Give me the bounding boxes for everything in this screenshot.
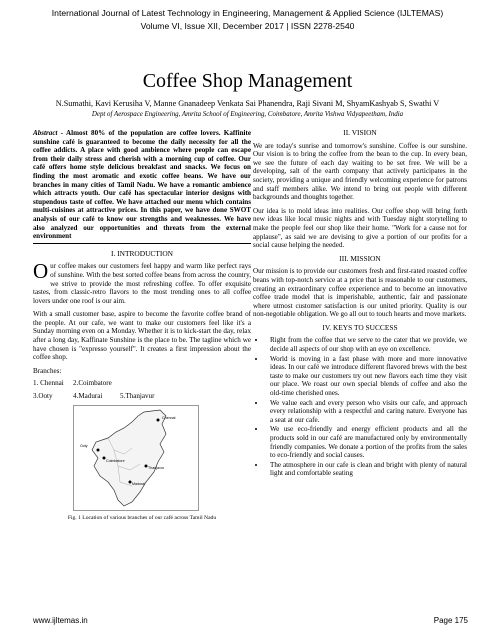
paper-title: Coffee Shop Management: [142, 70, 353, 92]
list-item: • We value each and every person who visits our cafe, and approach every relationship with a respectful and caring nature. Everyone has a seat at our cafe.: [266, 399, 467, 425]
tamil-nadu-map: [73, 405, 199, 511]
map-label: Madurai: [132, 481, 145, 486]
journal-header: [0, 7, 495, 32]
map-graphic: [74, 406, 198, 510]
abstract-label: Abstract -: [33, 129, 64, 137]
right-column: [253, 129, 467, 479]
map-label: Ooty: [80, 443, 88, 448]
figure-caption: Fig. 1 Location of various branches of our café across Tamil Nadu: [67, 514, 217, 521]
vision-paragraph-1: We are today's sunrise and tomorrow's sunshine. Coffee is our sunshine. Our vision is to bring the coffee from the bean to the cup. In every bean, we see the future of each day waiting to be set free. We will be a developing, salt of the earth company that actively participates in the society, providing a unique and friendly welcoming experience for patrons and staff members alike. We intend to bring out people with different backgrounds and thoughts together.: [253, 141, 467, 202]
list-item: • The atmosphere in our cafe is clean and bright with plenty of natural light and comfortable seating: [266, 461, 467, 478]
list-item: • We use eco-friendly and energy efficient products and all the products sold in our café are manufactured only by environmentally friendly companies. We donate a portion of the profits from the sales to eco-friendly and social causes.: [266, 425, 467, 459]
left-column: [33, 129, 251, 522]
section-heading-vision: II. VISION: [343, 128, 377, 137]
abstract-text: Almost 80% of the population are coffee lovers. Kaffinite sunshine café is guaranteed to become the daily necessity for all the coffee addicts. A place with good ambience where people can escape from their daily stress and cherish with a morning cup of coffee. Our café offers home style delicious breakfast and snacks. We focus on finding the most aromatic and exotic coffee beans. We have our branches in many cities of Tamil Nadu. We have a romantic ambience which attracts youth. Our café has spectacular interior designs with stupendous taste of coffee. We have attached our menu which contains multi-cuisines at attractive prices. In this paper, we have done SWOT analysis of our café to know our strengths and weaknesses. We have also analyzed our opportunities and threats from the external environment: [33, 129, 251, 241]
branch-item: 1. Chennai: [33, 379, 64, 388]
map-label: Coimbatore: [106, 458, 125, 463]
journal-title: International Journal of Latest Technology in Engineering, Management & Applied Science (IJLTEMAS): [51, 8, 444, 18]
intro-paragraph-2: With a small customer base, aspire to become the favorite coffee brand of the people. At our cafe, we want to make our customers feel like it's a Sunday morning even on a Monday. Whether it is to kick-start the day, relax after a long day, Kaffinate Sunshine is the place to be. The tagline which we have chosen is "expresso yourself". It creates a first impression about the coffee shop.: [33, 310, 251, 362]
intro-paragraph-1-text: ur coffee makes our customers feel happy and warm like perfect rays of sunshine. With the best sorted coffee beans from across the country, we strive to provide the most refreshing coffee. To offer exquisite tastes, from classic-retro flavors to the most trending ones to all coffee lovers under one roof is our aim.: [33, 262, 251, 305]
section-heading-introduction: I. INTRODUCTION: [111, 248, 173, 258]
branch-item: 5.Thanjavur: [120, 392, 155, 401]
branches-row-2: [33, 392, 251, 401]
map-marker: [157, 418, 160, 421]
list-item: • Right from the coffee that we serve to the cater that we provide, we decide all aspects of our shop with an eye on excellence.: [266, 336, 467, 353]
journal-volume: Volume VI, Issue XII, December 2017 | ISSN 2278-2540: [140, 20, 355, 31]
branch-item: 2.Coimbatore: [73, 379, 112, 388]
branch-item: 3.Ooty: [33, 392, 53, 401]
list-item: • World is moving in a fast phase with more and more innovative ideas. In our café we introduce different flavored brews with the best taste to make our customers try out new flavors each time they visit our place. We roast our own special blends of coffee and also the old-time cherished ones.: [266, 355, 467, 398]
keys-list: [253, 336, 467, 478]
map-label: Chennai: [162, 415, 176, 420]
vision-paragraph-2: Our idea is to mold ideas into realities. Our coffee shop will bring forth new ideas like local music nights and with Tuesday night storytelling to make the people feel our shop like their home. "Work for a cause not for applause", as said we are devising to give a portion of our profits for a social cause helping the needed.: [253, 206, 467, 250]
page-number: Page 175: [433, 616, 468, 625]
abstract-divider: [33, 243, 251, 244]
paper-authors: N.Sumathi, Kavi Kerusiha V, Manne Gnanadeep Venkata Sai Phanendra, Raji Sivani M, ShyamKashyab S, Swathi V: [55, 99, 440, 108]
branches-row-1: [33, 379, 251, 388]
footer-url[interactable]: www.ijltemas.in: [33, 616, 88, 625]
map-marker: [97, 448, 100, 451]
branches-label: Branches:: [33, 366, 62, 375]
paper-affiliation: Dept of Aerospace Engineering, Amrita School of Engineering, Coimbatore, Amrita Vishwa Vidyapeetham, India: [91, 111, 404, 118]
section-heading-mission: III. MISSION: [339, 253, 381, 263]
intro-paragraph-1: [33, 259, 251, 305]
branch-item: 4.Madurai: [73, 392, 103, 401]
section-heading-keys: IV. KEYS TO SUCCESS: [322, 322, 398, 332]
map-label: Thanjavur: [148, 465, 164, 470]
page-footer: [33, 616, 468, 625]
abstract: [33, 129, 251, 241]
drop-cap: O: [33, 259, 49, 284]
mission-paragraph: Our mission is to provide our customers fresh and first-rated roasted coffee beans with top-notch service at a price that is reasonable to our customers, creating an extraordinary coffee experience and to become an innovative coffee trade model that is imperishable, authentic, fair and passionate where utmost customer satisfaction is our united priority. Quality is our non-negotiable obligation. We go all out to touch hearts and move markets.: [253, 267, 467, 319]
